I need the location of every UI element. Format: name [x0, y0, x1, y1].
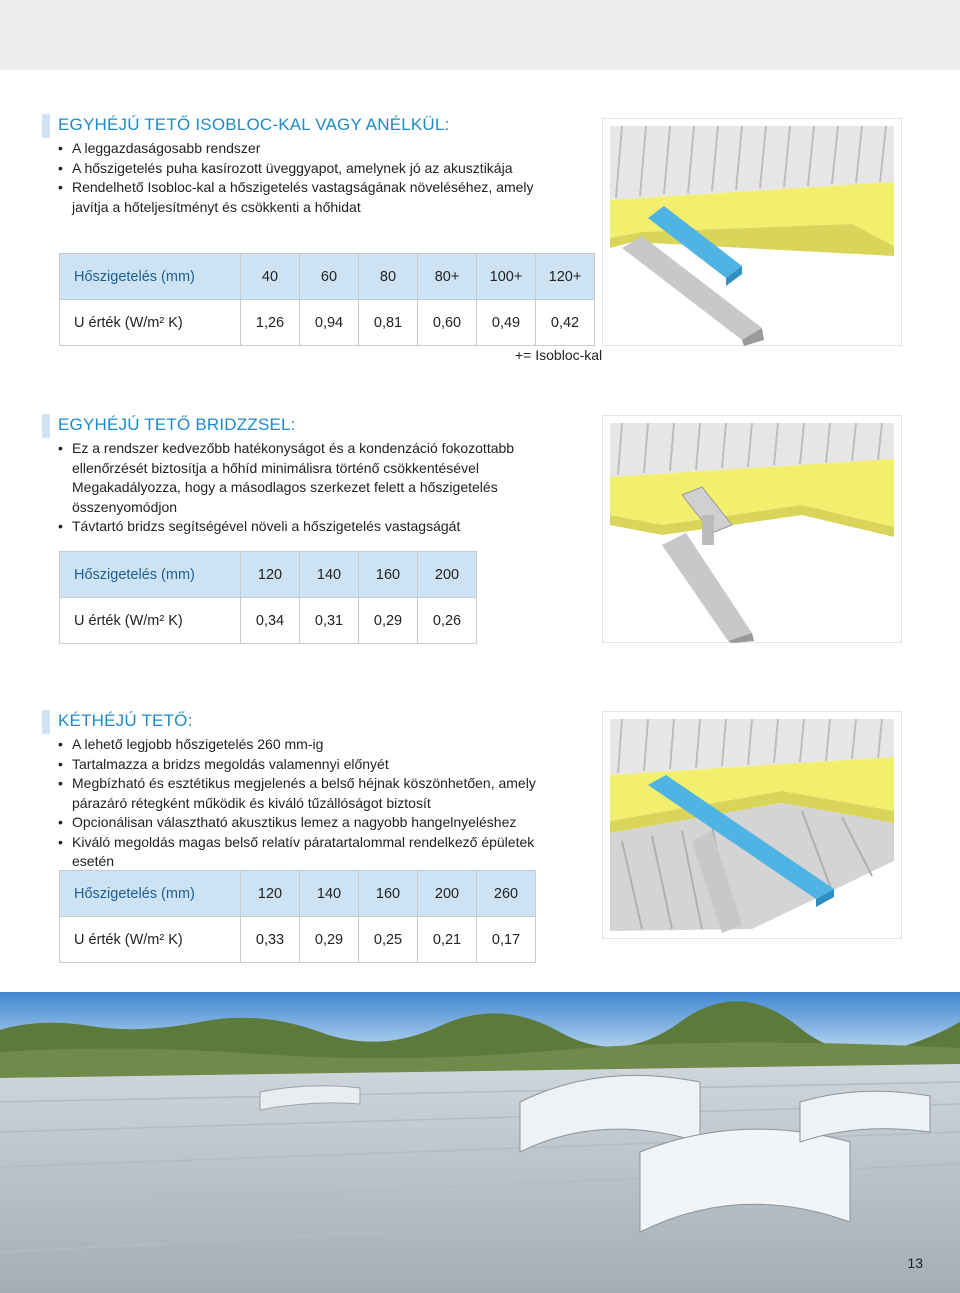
roof-skylights-photo [0, 992, 960, 1293]
list-item: • A lehető legjobb hőszigetelés 260 mm-ig [58, 735, 602, 755]
table-cell: 0,49 [477, 300, 536, 346]
list-item: • Rendelhető Isobloc-kal a hőszigetelés vastagságának növeléséhez, amely javítja a hőteljesítményt és csökkenti a hőhidat [58, 178, 558, 217]
table-cell: 0,17 [477, 917, 536, 963]
bullet-list [42, 735, 602, 872]
table-cell: 80+ [418, 254, 477, 300]
top-band [0, 0, 960, 70]
spec-table-1 [59, 253, 595, 346]
single-shell-isobloc-diagram [602, 118, 902, 346]
table-cell: 60 [300, 254, 359, 300]
list-item: • A hőszigetelés puha kasírozott üveggyapot, amelynek jó az akusztikája [58, 159, 602, 179]
table-row [60, 254, 595, 300]
table-cell: 0,34 [241, 598, 300, 644]
table-cell: 0,31 [300, 598, 359, 644]
list-item: • Tartalmazza a bridzs megoldás valamennyi előnyét [58, 755, 602, 775]
table-cell: 200 [418, 871, 477, 917]
table-cell: 200 [418, 552, 477, 598]
table-row [60, 552, 477, 598]
table-cell: 0,81 [359, 300, 418, 346]
bullet-list [42, 139, 602, 217]
table-row [60, 917, 536, 963]
table-cell: 160 [359, 871, 418, 917]
table-cell: 0,25 [359, 917, 418, 963]
table-cell: 0,29 [359, 598, 418, 644]
table-cell: 0,42 [536, 300, 595, 346]
list-item: • Opcionálisan választható akusztikus lemez a nagyobb hangelnyeléshez [58, 813, 602, 833]
table-row [60, 871, 536, 917]
table-cell: 0,21 [418, 917, 477, 963]
bullet-list [42, 439, 602, 537]
table-cell: 0,29 [300, 917, 359, 963]
page-number: 13 [907, 1255, 923, 1271]
table-cell: 0,26 [418, 598, 477, 644]
table-row [60, 300, 595, 346]
table-row-label: U érték (W/m² K) [60, 300, 241, 346]
section-single-shell-isobloc [42, 115, 602, 217]
spec-table-2 [59, 551, 477, 644]
section-heading: EGYHÉJÚ TETŐ ISOBLOC-KAL VAGY ANÉLKÜL: [42, 115, 602, 137]
table-cell: 140 [300, 552, 359, 598]
table-cell: 0,60 [418, 300, 477, 346]
spec-table-3 [59, 870, 536, 963]
list-item: • A leggazdaságosabb rendszer [58, 139, 602, 159]
section-double-shell [42, 711, 602, 872]
table-row [60, 598, 477, 644]
table-cell: 40 [241, 254, 300, 300]
table-cell: 120 [241, 552, 300, 598]
table-row-label: Hőszigetelés (mm) [60, 552, 241, 598]
table-row-label: Hőszigetelés (mm) [60, 871, 241, 917]
table-cell: 1,26 [241, 300, 300, 346]
table-cell: 120+ [536, 254, 595, 300]
section-heading: KÉTHÉJÚ TETŐ: [42, 711, 602, 733]
section-single-shell-bridge [42, 415, 602, 537]
list-item: • Megbízható és esztétikus megjelenés a belső héjnak köszönhetően, amely párazáró rétegként működik és kiváló tűzállóságot biztosít [58, 774, 568, 813]
table-cell: 100+ [477, 254, 536, 300]
table-cell: 120 [241, 871, 300, 917]
single-shell-bridge-diagram [602, 415, 902, 643]
table-cell: 0,94 [300, 300, 359, 346]
section-heading: EGYHÉJÚ TETŐ BRIDZZSEL: [42, 415, 602, 437]
table-cell: 260 [477, 871, 536, 917]
double-shell-diagram [602, 711, 902, 939]
table-row-label: Hőszigetelés (mm) [60, 254, 241, 300]
table-row-label: U érték (W/m² K) [60, 917, 241, 963]
list-item: • Kiváló megoldás magas belső relatív páratartalommal rendelkező épületek esetén [58, 833, 548, 872]
list-item: • Ez a rendszer kedvezőbb hatékonyságot és a kondenzáció fokozottabb ellenőrzését biztosítja a hőhíd minimálisra történő csökkentésével Megakadályozza, hogy a másodlagos szerkezet felett a hőszigetelés összenyomódjon [58, 439, 588, 517]
isobloc-note: += Isobloc-kal [515, 347, 603, 363]
list-item: • Távtartó bridzs segítségével növeli a hőszigetelés vastagságát [58, 517, 602, 537]
table-row-label: U érték (W/m² K) [60, 598, 241, 644]
table-cell: 160 [359, 552, 418, 598]
table-cell: 80 [359, 254, 418, 300]
table-cell: 0,33 [241, 917, 300, 963]
table-cell: 140 [300, 871, 359, 917]
